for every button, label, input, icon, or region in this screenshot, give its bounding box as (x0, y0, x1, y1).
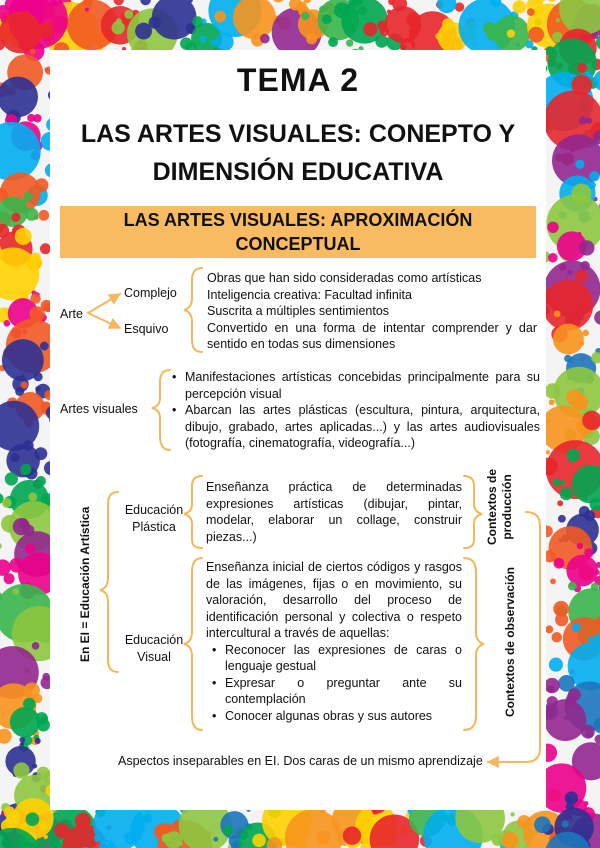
content-page (50, 50, 546, 810)
contextos-produccion-label (485, 467, 515, 547)
educacion-plastica-line-2: Plástica (132, 519, 176, 534)
list-item: • Expresar o preguntar ante su contemplación (210, 675, 462, 708)
section-heading-band (60, 206, 536, 258)
list-item: • Abarcan las artes plásticas (escultura, pintura, arquitectura, dibujo, grabado, artes aplicadas...) y las artes audiovisuales (fotografía, cinematografía, videografía...) (170, 402, 540, 452)
artes-visuales-bullets (170, 369, 540, 452)
arte-line: Suscrita a múltiples sentimientos (207, 304, 390, 318)
list-item: • Manifestaciones artísticas concebidas principalmente para su percepción visual (170, 369, 540, 402)
educacion-visual-line-2: Visual (137, 649, 171, 664)
list-item: • Reconocer las expresiones de caras o lenguaje gestual (210, 642, 462, 675)
arte-label: Arte (60, 307, 83, 321)
educacion-visual-label (120, 632, 188, 665)
page-title: TEMA 2 (236, 62, 360, 98)
contextos-produccion-line-1: Contextos de (485, 469, 499, 546)
section-heading-line-1: LAS ARTES VISUALES: APROXIMACIÓN (123, 210, 473, 230)
contextos-produccion-line-2: producción (500, 474, 514, 540)
educacion-visual-block (206, 559, 462, 724)
arte-line: Obras que han sido consideradas como artísticas (207, 271, 482, 285)
educacion-visual-bullets (210, 642, 462, 725)
artes-visuales-label: Artes visuales (60, 402, 138, 416)
educacion-plastica-line-1: Educación (124, 503, 184, 517)
arte-branch-esquivo: Esquivo (124, 322, 169, 336)
arte-description-list (207, 270, 537, 353)
educacion-plastica-text: Enseñanza práctica de determinadas expresiones artísticas (dibujar, pintar, modelar, elaborar un collage, construir piezas...) (206, 480, 462, 544)
educacion-artistica-vertical-label: En EI = Educación Artística (78, 506, 92, 662)
educacion-visual-text: Enseñanza inicial de ciertos códigos y rasgos de las imágenes, fijas o en movimiento, su valoración, desarrollo del proceso de identificación personal y colectiva o respeto intercultural a través de aquellas: (206, 560, 462, 640)
arte-branch-complejo: Complejo (124, 286, 177, 300)
list-item: • Conocer algunas obras y sus autores (210, 708, 462, 725)
subtitle-line-2: DIMENSIÓN EDUCATIVA (152, 158, 444, 186)
arte-line: Inteligencia creativa: Facultad infinita (207, 287, 412, 302)
educacion-visual-line-1: Educación (124, 633, 184, 647)
section-heading-line-2: CONCEPTUAL (235, 234, 361, 254)
subtitle-line-1: LAS ARTES VISUALES: CONEPTO Y (80, 120, 516, 148)
educacion-plastica-label (120, 502, 188, 535)
arte-line: Convertido en una forma de intentar comprender y dar sentido en todas sus dimensiones (207, 320, 537, 351)
footer-note: Aspectos inseparables en EI. Dos caras de un mismo aprendizaje (118, 754, 483, 768)
contextos-observacion-label: Contextos de observación (503, 566, 517, 718)
